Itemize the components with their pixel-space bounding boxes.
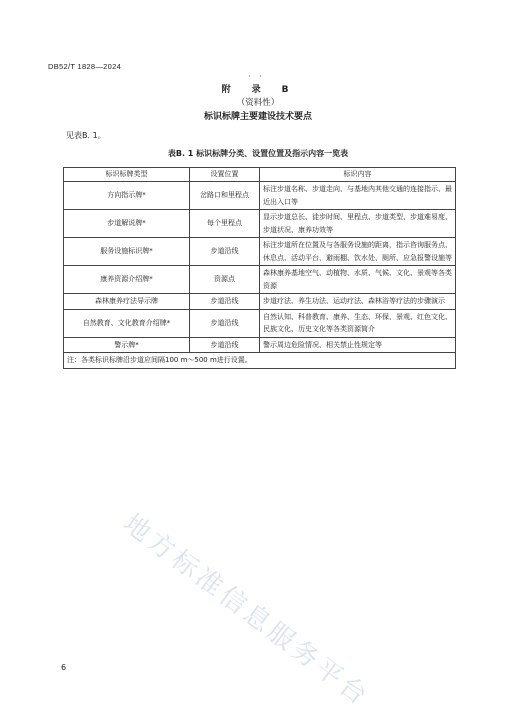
cell-content: 步道疗法、养生功法、运动疗法、森林浴等疗法的步骤演示 [260, 294, 456, 310]
header-content: 标识内容 [260, 168, 456, 182]
cell-type: 森林康养疗法导示牌 [64, 294, 190, 310]
page-number: 6 [61, 663, 67, 672]
header-location: 设置位置 [190, 168, 260, 182]
cell-location: 资源点 [190, 266, 260, 294]
cell-type: 服务设施标识牌* [64, 238, 190, 266]
cell-content: 标注步道所在位置及与各服务设施的距离，指示咨询服务点、休息点、活动平台、避雨棚、饮水处、厕所、应急报警设施等 [260, 238, 456, 266]
cell-type: 康养资源介绍牌* [64, 266, 190, 294]
cell-content: 标注步道名称、步道走向、与基地内其他交通的连接指示、最近出入口等 [260, 182, 456, 210]
annex-title: 附 录 B [221, 85, 295, 95]
table-row [64, 266, 456, 294]
table-row [64, 210, 456, 238]
table-row [64, 238, 456, 266]
header-type: 标识标牌类型 [64, 168, 190, 182]
cell-content: 显示步道总长、徒步时间、里程点、步道类型、步道难易度、步道状况、康养功效等 [260, 210, 456, 238]
cell-location: 步道沿线 [190, 294, 260, 310]
cell-location: 步道沿线 [190, 238, 260, 266]
table-note: 注：各类标识标牌沿步道应间隔100 m～500 m进行设置。 [64, 353, 456, 369]
cell-location: 每个里程点 [190, 210, 260, 238]
annex-subtitle: 标识标牌主要建设技术要点 [203, 112, 312, 122]
cell-type: 步道解说牌* [64, 210, 190, 238]
cell-type: 方向指示牌* [64, 182, 190, 210]
table-row [64, 309, 456, 337]
sign-table [63, 167, 456, 369]
table-row [64, 337, 456, 353]
cell-type: 自然教育、文化教育介绍牌* [64, 309, 190, 337]
watermark-text: 地方标准信息服务平台 [117, 508, 376, 714]
standard-code: DB52/T 1828—2024 [48, 62, 122, 71]
see-table-text: 见表B. 1。 [66, 131, 106, 140]
table-row [64, 294, 456, 310]
table-caption: 表B. 1 标识标牌分类、设置位置及指示内容一览表 [167, 149, 349, 158]
cell-type: 警示牌* [64, 337, 190, 353]
cell-location: 步道沿线 [190, 309, 260, 337]
cell-location: 步道沿线 [190, 337, 260, 353]
table-note-row [64, 353, 456, 369]
cell-content: 自然认知、科普教育、康养、生态、环保、景观、红色文化、民族文化、历史文化等各类资源简介 [260, 309, 456, 337]
cell-content: 警示周边危险情况、相关禁止性规定等 [260, 337, 456, 353]
annex-type: （资料性） [236, 98, 280, 108]
cell-location: 岔路口和里程点 [190, 182, 260, 210]
decorative-dots: · · [248, 72, 265, 81]
table-row [64, 182, 456, 210]
table-header-row [64, 168, 456, 182]
cell-content: 森林康养基地空气、动植物、水质、气候、文化、景观等各类资源 [260, 266, 456, 294]
